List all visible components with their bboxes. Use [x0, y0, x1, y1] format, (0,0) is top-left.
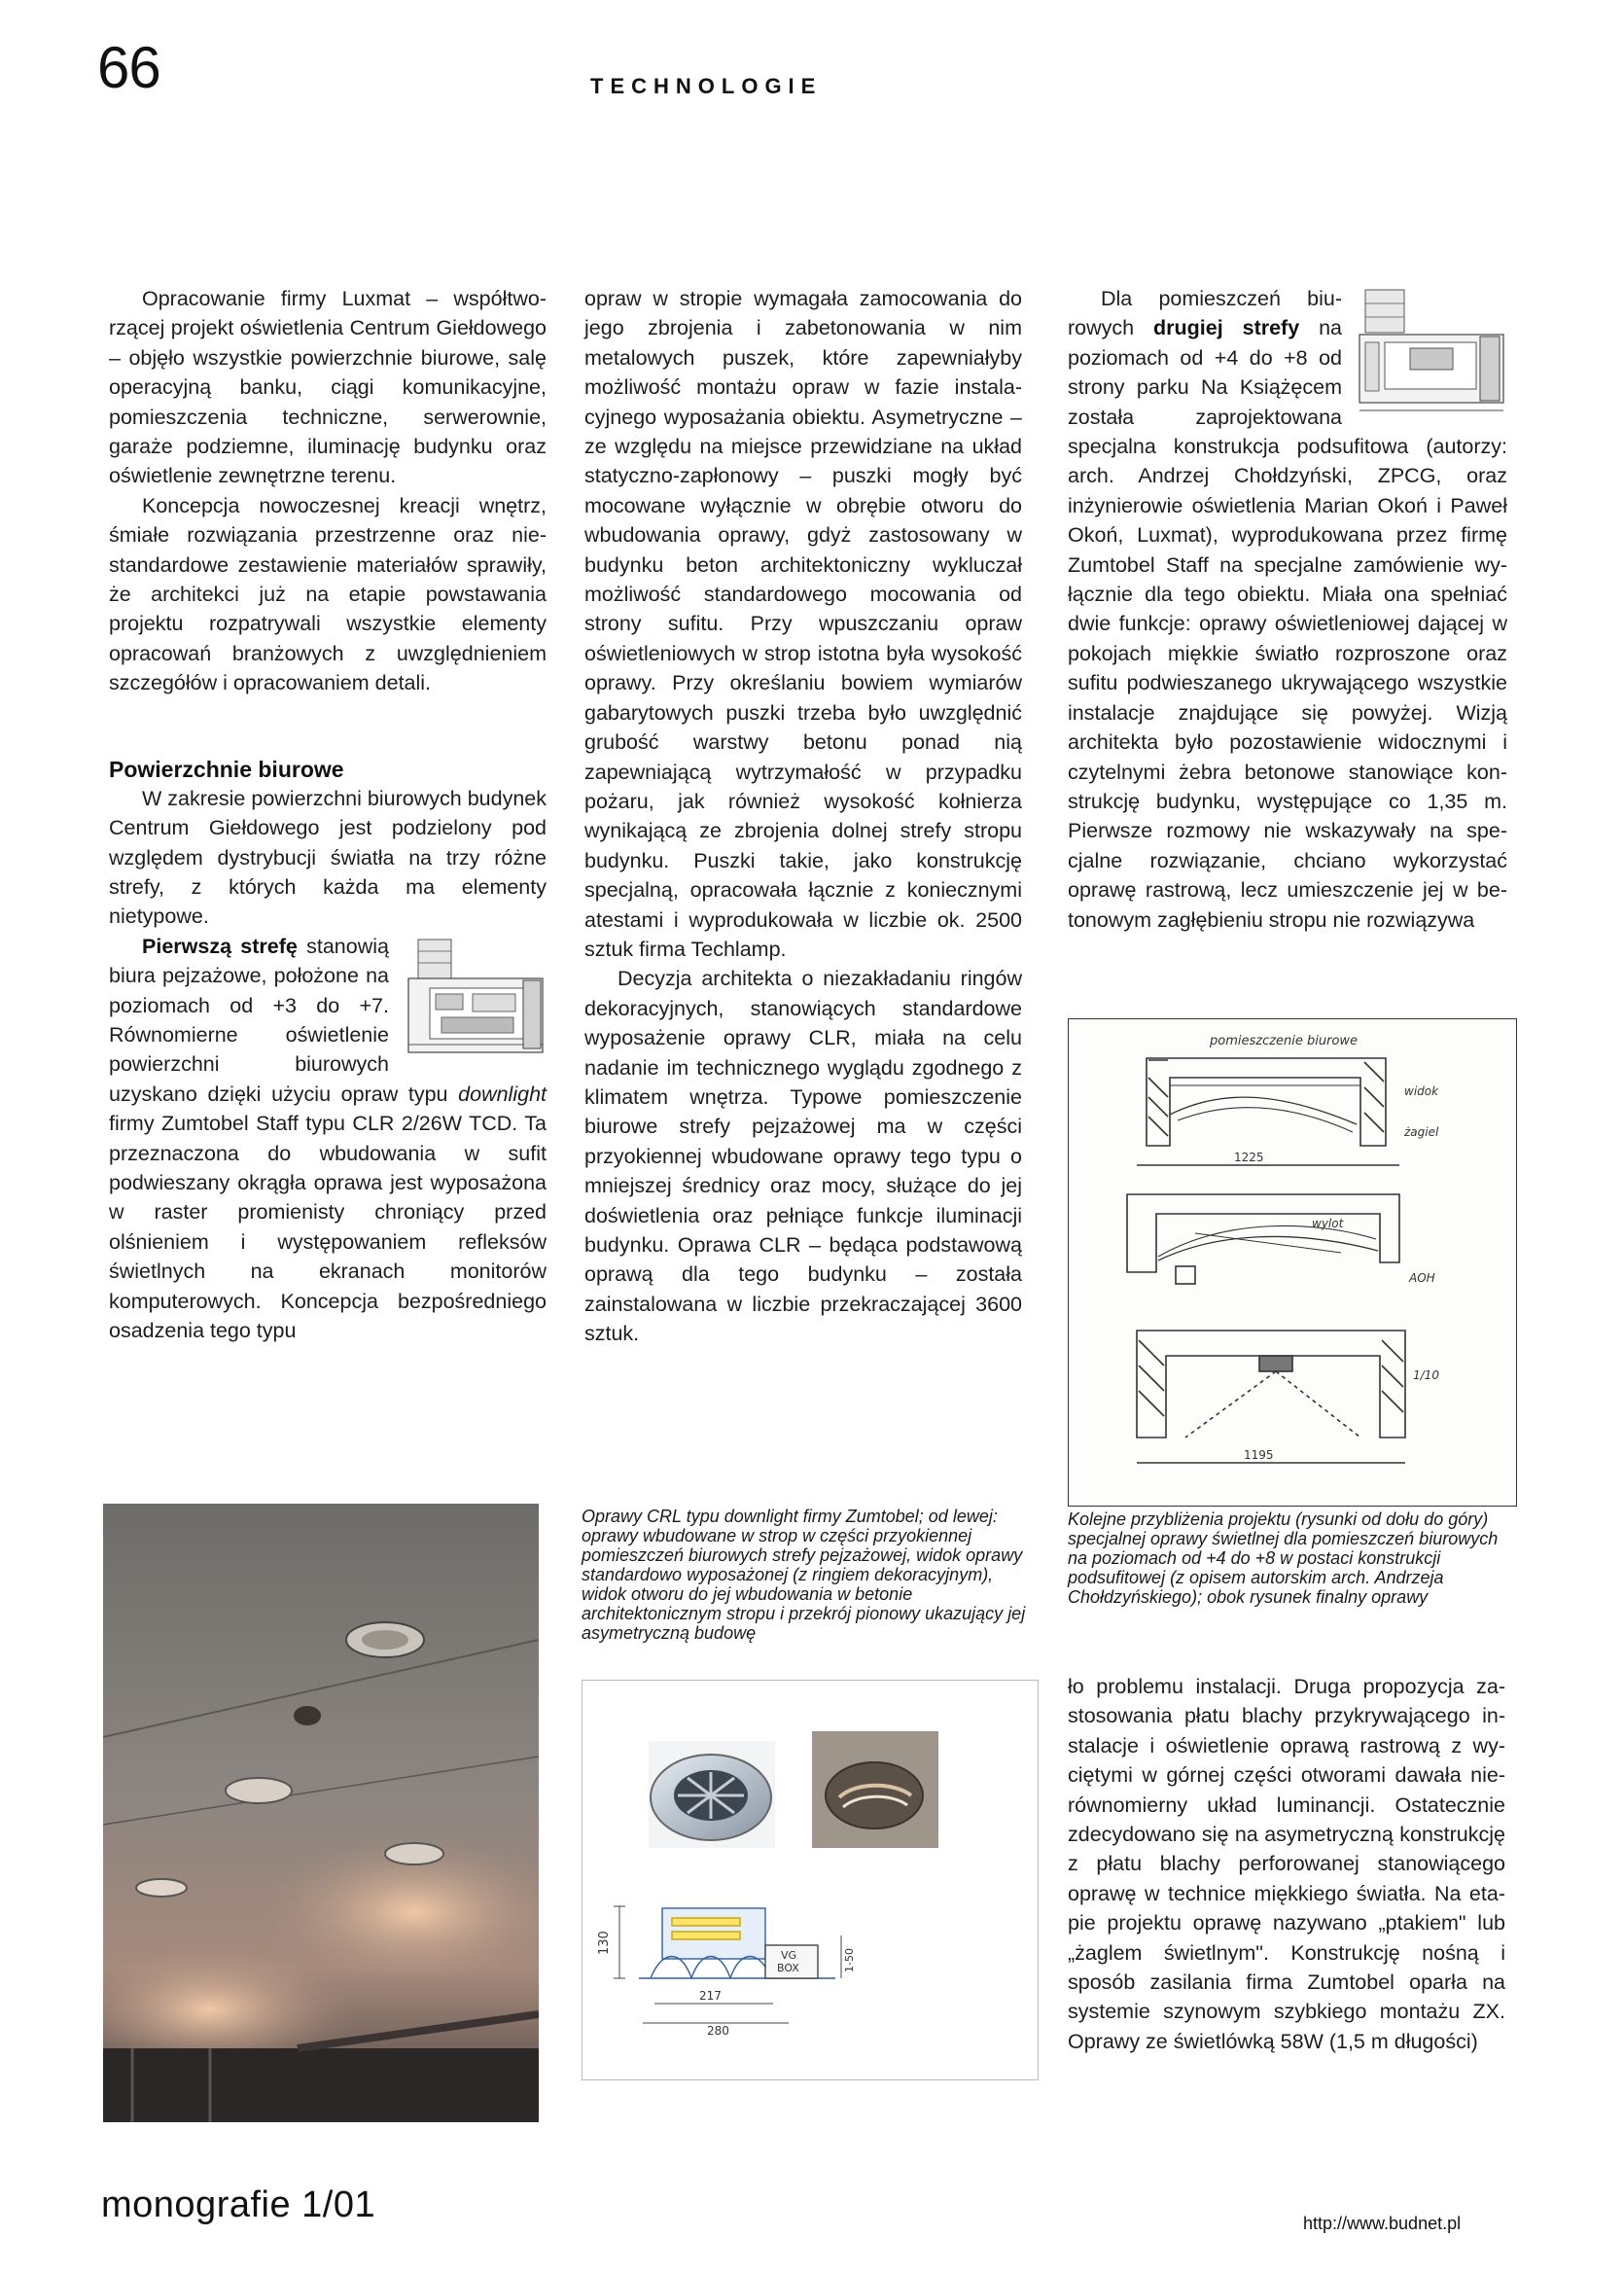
svg-text:BOX: BOX: [777, 1962, 799, 1974]
svg-text:1/10: 1/10: [1413, 1368, 1439, 1382]
page-number: 66: [97, 35, 160, 100]
caption-sketch: Kolejne przybliżenia projektu (rysunki od dołu do góry) specjalnej oprawy świetlnej dla pomieszczeń biurowych na poziomach od +4 do +8 w postaci konstrukcji podsufitowej (z opisem autorskim arch. Andrzeja Chołdzyńskiego); obok rysunek finalny oprawy: [1068, 1509, 1499, 1607]
svg-text:widok: widok: [1404, 1084, 1439, 1098]
paragraph: ło problemu instalacji. Druga propozycja zastosowania płatu blachy przykrywającego instalacje i oświetlenie oprawą rastrową z wyciętymi w górnej części otworami dawała nierównomierny układ luminancji. Ostatecznie zdecydowano się na asymetryczną konstrukcję z płatu blachy perforowanej stanowiącego oprawę w technice miękkiego światła. Na etapie projektu oprawę nazywano „ptakiem" lub „żaglem świetlnym". Konstrukcję nośną i sposób zasilania firma Zumtobel oparła na systemie szynowym szybkiego montażu ZX. Oprawy ze świetlówką 58W (1,5 m długości): [1068, 1675, 1505, 2053]
svg-text:wylot: wylot: [1312, 1217, 1344, 1230]
floor-plan-thumbnail: [1356, 286, 1507, 420]
paragraph: Opracowanie firmy Luxmat – współtworzącej projekt oświetlenia Centrum Giełdowego – objęło wszystkie powierzchnie biurowe, salę operacyjną banku, ciągi komunikacyjne, pomieszczenia techniczne, serwerownie, garaże podziemne, iluminację budynku oraz oświetlenie zewnętrzne terenu.: [109, 287, 547, 488]
product-figure-svg: [583, 1681, 1038, 2079]
caption-product: Oprawy CRL typu downlight firmy Zumtobel; od lewej: oprawy wbudowane w strop w części przyokiennej pomieszczeń biurowych strefy pejzażowej, widok oprawy standardowo wyposażonej (z ringiem dekoracyjnym), widok otworu do jej wbudowania w betonie architektonicznym stropu i przekrój pionowy ukazujący jej asymetryczną budowę: [582, 1507, 1026, 1643]
paragraph: opraw w stropie wymagała zamocowania do jego zbrojenia i zabetonowania w nim metalowych puszek, które zapewniałyby możliwość montażu opraw w fazie instalacyjnego wyposażania obiektu. Asymetryczne – ze względu na miejsce przewidziane na układ statyczno-zapłonowy – puszki mogły być mocowane wyłącznie w obrębie otworu do wbudowania oprawy, gdyż zastosowany w budynku beton architektoniczny wykluczał możliwość standardowego mocowania od strony sufitu. Przy wpuszczaniu opraw oświetleniowych w strop istotna była wysokość oprawy. Przy określaniu bowiem wymiarów gabarytowych puszki trzeba było uwzględnić grubość warstwy betonu ponad nią zapewniającą wytrzymałość w przypadku pożaru, jak również wysokość kołnierza wynikającą ze zbrojenia dolnej strefy stropu budynku. Puszki takie, jako konstrukcję specjalną, opracowała łącznie z koniecznymi atestami i wyprodukowała w liczbie ok. 2500 sztuk firma Techlamp.: [584, 287, 1022, 961]
product-figure: [582, 1680, 1039, 2080]
column-3: [1068, 284, 1507, 935]
svg-text:1-50: 1-50: [843, 1948, 856, 1972]
svg-text:VG: VG: [781, 1949, 797, 1962]
svg-text:1225: 1225: [1234, 1151, 1264, 1164]
footer-publication: monografie 1/01: [101, 2184, 376, 2225]
subheading: Powierzchnie biurowe: [109, 756, 344, 782]
footer-url[interactable]: http://www.budnet.pl: [1303, 2214, 1462, 2233]
svg-text:280: 280: [707, 2024, 729, 2038]
column-3-continued: [1068, 1672, 1505, 2056]
svg-text:pomieszczenie biurowe: pomieszczenie biurowe: [1210, 1034, 1359, 1048]
sketch-svg: [1069, 1019, 1516, 1506]
svg-text:130: 130: [597, 1931, 612, 1955]
floor-plan-thumbnail: [403, 936, 547, 1062]
paragraph: Pierwszą strefę stanowią biura pejzażowe, położone na poziomach od +3 do +7. Równomierne oświetlenie powierzchni biurowych uzyskano dzięki użyciu opraw typu downlight firmy Zumtobel Staff typu CLR 2/26W TCD. Ta przeznaczona do wbudowania w sufit podwieszany okrągła oprawa jest wyposażona w raster promienisty chroniący przed olśnieniem i występowaniem refleksów świetlnych na ekranach monitorów komputerowych. Koncepcja bezpośredniego osadzenia tego typu: [109, 934, 547, 1342]
svg-text:1195: 1195: [1244, 1448, 1274, 1462]
svg-text:217: 217: [699, 1989, 722, 2003]
ceiling-photo-svg: [103, 1504, 539, 2122]
paragraph: Koncepcja nowoczesnej kreacji wnętrz, śmiałe rozwiązania przestrzenne oraz niestandardowe zestawienie materiałów sprawiły, że architekci już na etapie powstawania projektu rozpatrywali wszystkie elementy opracowań branżowych z uwzględnieniem szczegółów i opracowaniem detali.: [109, 493, 547, 695]
paragraph: Dla pomieszczeń biurowych drugiej strefy na poziomach od +4 do +8 od strony parku Na Książęcem została zaprojektowana specjalna konstrukcja podsufitowa (autorzy: arch. Andrzej Chołdzyński, ZPCG, oraz inżynierowie oświetlenia Marian Okoń i Paweł Okoń, Luxmat), wyprodukowana przez firmę Zumtobel Staff na specjalne zamówienie wyłącznie dla tego obiektu. Miała ona spełniać dwie funkcje: oprawy oświetleniowej dającej w pokojach miękkie światło rozproszone oraz sufitu podwieszanego ukrywającego wszystkie instalacje znajdujące się powyżej. Wizją architekta było pozostawienie widocznymi i czytelnymi żebra betonowe stanowiące konstrukcję budynku, występujące co 1,35 m. Pierwsze rozmowy nie wskazywały na specjalne rozwiązanie, chciano wykorzystać oprawę rastrową, lecz umieszczenie jej w betonowym zagłębieniu stropu nie rozwiązywa: [1068, 287, 1507, 932]
ceiling-photo: [103, 1504, 539, 2122]
paragraph: W zakresie powierzchni biurowych budynek Centrum Giełdowego jest podzielony pod względem dystrybucji światła na trzy różne strefy, z których każda ma elementy nietypowe.: [109, 786, 547, 929]
column-2: [584, 284, 1022, 1349]
column-1: [109, 284, 547, 1345]
svg-text:żagiel: żagiel: [1404, 1125, 1439, 1139]
section-title: TECHNOLOGIE: [590, 74, 823, 98]
svg-text:AOH: AOH: [1409, 1271, 1435, 1285]
paragraph: Decyzja architekta o niezakładaniu ringów dekoracyjnych, stanowiących standardowe wyposażenie oprawy CLR, miała na celu nadanie im technicznego wyglądu zgodnego z klimatem wnętrza. Typowe pomieszczenie biurowe strefy pejzażowej ma w części przyokiennej wbudowane oprawy tego typu o mniejszej średnicy oraz mocy, służące do jej doświetlenia oraz pełniące funkcje iluminacji budynku. Oprawa CLR – będąca podstawową oprawą dla tego budynku – została zainstalowana w liczbie przekraczającej 3600 sztuk.: [584, 967, 1022, 1346]
sketch-drawing: [1068, 1018, 1517, 1507]
